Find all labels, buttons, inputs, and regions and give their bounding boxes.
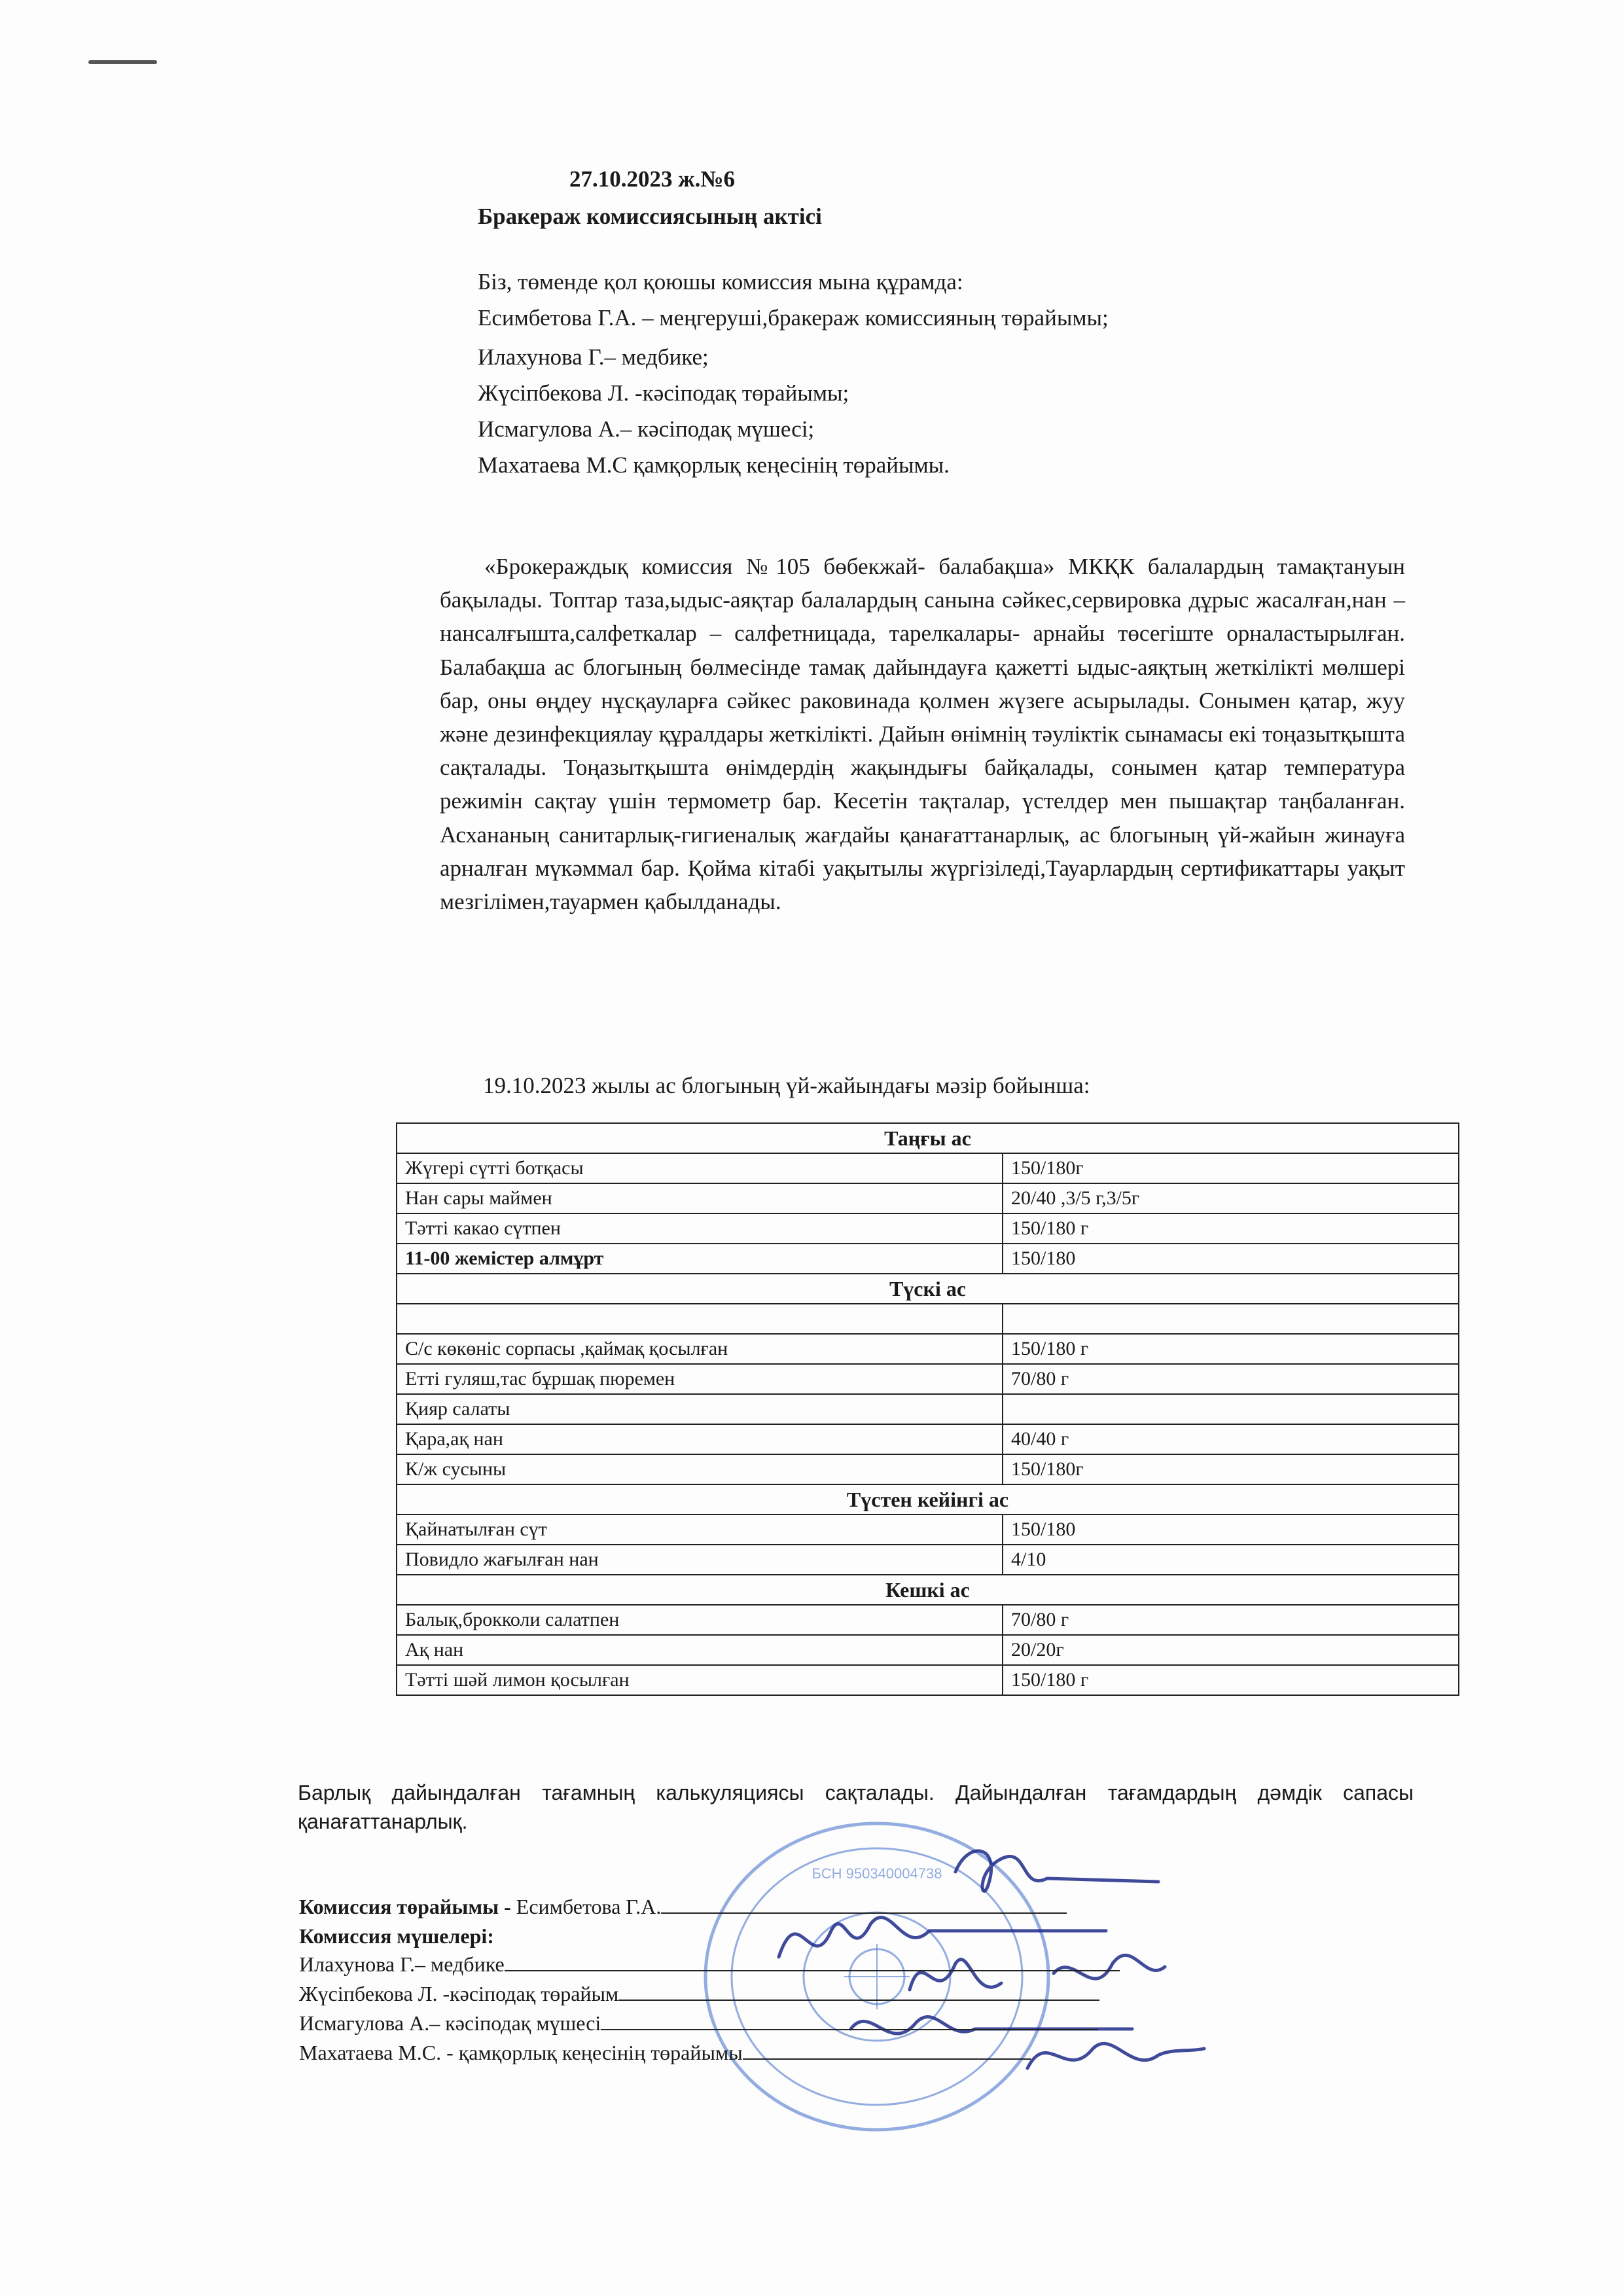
dish-name: Повидло жағылған нан bbox=[397, 1545, 1003, 1575]
dish-name: Қайнатылған сүт bbox=[397, 1515, 1003, 1545]
menu-section-row bbox=[397, 1575, 1459, 1605]
menu-table bbox=[396, 1122, 1459, 1696]
dish-portion bbox=[1003, 1304, 1459, 1334]
table-row bbox=[397, 1244, 1459, 1274]
commission-member: Исмагулова А.– кәсіподақ мүшесі; bbox=[478, 416, 815, 442]
chair-name: Есимбетова Г.А. bbox=[516, 1895, 662, 1918]
table-row bbox=[397, 1213, 1459, 1244]
dish-portion: 20/20г bbox=[1003, 1635, 1459, 1665]
member-signature-line bbox=[299, 2041, 1031, 2065]
commission-member: Жүсіпбекова Л. -кәсіподақ төрайымы; bbox=[478, 380, 849, 406]
signature-line bbox=[505, 1953, 1120, 1971]
table-row bbox=[397, 1635, 1459, 1665]
menu-section-title: Түскі ас bbox=[397, 1274, 1459, 1304]
dish-name: Қара,ақ нан bbox=[397, 1424, 1003, 1454]
member-name: Илахунова Г.– медбике bbox=[299, 1952, 505, 1976]
dish-portion: 70/80 г bbox=[1003, 1364, 1459, 1394]
dish-portion: 150/180г bbox=[1003, 1454, 1459, 1484]
menu-intro: 19.10.2023 жылы ас блогының үй-жайындағы мәзір бойынша: bbox=[483, 1073, 1090, 1098]
conclusion-paragraph: Барлық дайындалған тағамның калькуляциясы сақталады. Дайындалған тағамдардың дәмдік сапасы қанағаттанарлық. bbox=[298, 1781, 1414, 1833]
member-signature-line bbox=[299, 2011, 1098, 2036]
table-row bbox=[397, 1153, 1459, 1183]
commission-member: Илахунова Г.– медбике; bbox=[478, 344, 709, 370]
dish-portion: 150/180 bbox=[1003, 1515, 1459, 1545]
dish-portion: 150/180г bbox=[1003, 1153, 1459, 1183]
dish-name: 11-00 жемістер алмұрт bbox=[397, 1244, 1003, 1274]
signature-line bbox=[743, 2041, 1031, 2060]
table-row bbox=[397, 1515, 1459, 1545]
table-row bbox=[397, 1304, 1459, 1334]
dish-name: Балық,брокколи салатпен bbox=[397, 1605, 1003, 1635]
member-signature-line bbox=[299, 1982, 1099, 2006]
dish-portion: 150/180 г bbox=[1003, 1334, 1459, 1364]
dish-portion: 4/10 bbox=[1003, 1545, 1459, 1575]
commission-chair-line bbox=[299, 1895, 1067, 1919]
member-name: Махатаева М.С. - қамқорлық кеңесінің төрайымы bbox=[299, 2041, 743, 2064]
commission-intro: Біз, төменде қол қоюшы комиссия мына құрамда: bbox=[478, 269, 963, 295]
commission-member: Махатаева М.С қамқорлық кеңесінің төрайымы. bbox=[478, 452, 950, 478]
table-row bbox=[397, 1424, 1459, 1454]
dish-portion: 150/180 г bbox=[1003, 1665, 1459, 1695]
menu-section-title: Кешкі ас bbox=[397, 1575, 1459, 1605]
dish-name: Нан сары маймен bbox=[397, 1183, 1003, 1213]
act-title: Бракераж комиссиясының актісі bbox=[478, 204, 822, 229]
table-row bbox=[397, 1183, 1459, 1213]
dish-name: Ақ нан bbox=[397, 1635, 1003, 1665]
dish-name: К/ж сусыны bbox=[397, 1454, 1003, 1484]
table-row bbox=[397, 1364, 1459, 1394]
member-name: Жүсіпбекова Л. -кәсіподақ төрайым bbox=[299, 1982, 619, 2005]
dish-portion: 150/180 bbox=[1003, 1244, 1459, 1274]
menu-section-title: Таңғы ас bbox=[397, 1123, 1459, 1153]
signature-line bbox=[661, 1895, 1067, 1914]
chair-label: Комиссия төрайымы - bbox=[299, 1895, 516, 1918]
table-row bbox=[397, 1545, 1459, 1575]
scan-artifact-mark bbox=[88, 60, 157, 64]
member-signature-line bbox=[299, 1952, 1120, 1977]
dish-portion: 150/180 г bbox=[1003, 1213, 1459, 1244]
commission-member: Есимбетова Г.А. – меңгеруші,бракераж комиссияның төрайымы; bbox=[478, 305, 1109, 331]
dish-portion bbox=[1003, 1394, 1459, 1424]
menu-section-title: Түстен кейінгі ас bbox=[397, 1484, 1459, 1515]
dish-name: Жүгері сүтті ботқасы bbox=[397, 1153, 1003, 1183]
act-date-number: 27.10.2023 ж.№6 bbox=[569, 166, 736, 192]
menu-section-row bbox=[397, 1484, 1459, 1515]
table-row bbox=[397, 1605, 1459, 1635]
signature-line bbox=[618, 1982, 1099, 2001]
dish-portion: 70/80 г bbox=[1003, 1605, 1459, 1635]
dish-portion: 40/40 г bbox=[1003, 1424, 1459, 1454]
dish-name bbox=[397, 1304, 1003, 1334]
signature-line bbox=[601, 2012, 1098, 2030]
dish-name: С/с көкөніс сорпасы ,қаймақ қосылған bbox=[397, 1334, 1003, 1364]
member-name: Исмагулова А.– кәсіподақ мүшесі bbox=[299, 2011, 601, 2035]
dish-name: Тәтті какао сүтпен bbox=[397, 1213, 1003, 1244]
table-row bbox=[397, 1334, 1459, 1364]
menu-section-row bbox=[397, 1123, 1459, 1153]
dish-portion: 20/40 ,3/5 г,3/5г bbox=[1003, 1183, 1459, 1213]
dish-name: Тәтті шәй лимон қосылған bbox=[397, 1665, 1003, 1695]
table-row bbox=[397, 1394, 1459, 1424]
dish-name: Қияр салаты bbox=[397, 1394, 1003, 1424]
dish-name: Етті гуляш,тас бұршақ пюремен bbox=[397, 1364, 1003, 1394]
inspection-paragraph: «Брокераждық комиссия №105 бөбекжай- балабақша» МКҚК балалардың тамақтануын бақылады. Топтар таза,ыдыс-аяқтар балалардың санына сәйкес,сервировка дұрыс жасалған,нан –нансалғышта,салфеткалар – салфетницада, тарелкалары- арнайы төсегіште орналастырылған. Балабақша ас блогының бөлмесінде тамақ дайындауға қажетті ыдыс-аяқтың жеткілікті мөлшері бар, оны өңдеу нұсқауларға сәйкес раковинада қолмен жүзеге асырылады. Сонымен қатар, жуу және дезинфекциялау құралдары жеткілікті. Дайын өнімнің тәуліктік сынамасы екі тоңазытқышта сақталады. Тоңазытқышта өнімдердің жақындығы байқалады, сонымен қатар температура режимін сақтау үшін термометр бар. Кесетін тақталар, үстелдер мен пышақтар таңбаланған. Асхананың санитарлық-гигиеналық жағдайы қанағаттанарлық, ас блогының үй-жайын жинауға арналған мүкәммал бар. Қойма кітабі уақытылы жүргізіледі,Тауарлардың сертификаттары уақыт мезгілімен,тауармен қабылданады. bbox=[440, 554, 1405, 915]
table-row bbox=[397, 1454, 1459, 1484]
members-heading: Комиссия мүшелері: bbox=[299, 1924, 494, 1948]
menu-section-row bbox=[397, 1274, 1459, 1304]
table-row bbox=[397, 1665, 1459, 1695]
stamp-number-text: БСН 950340004738 bbox=[812, 1865, 942, 1882]
